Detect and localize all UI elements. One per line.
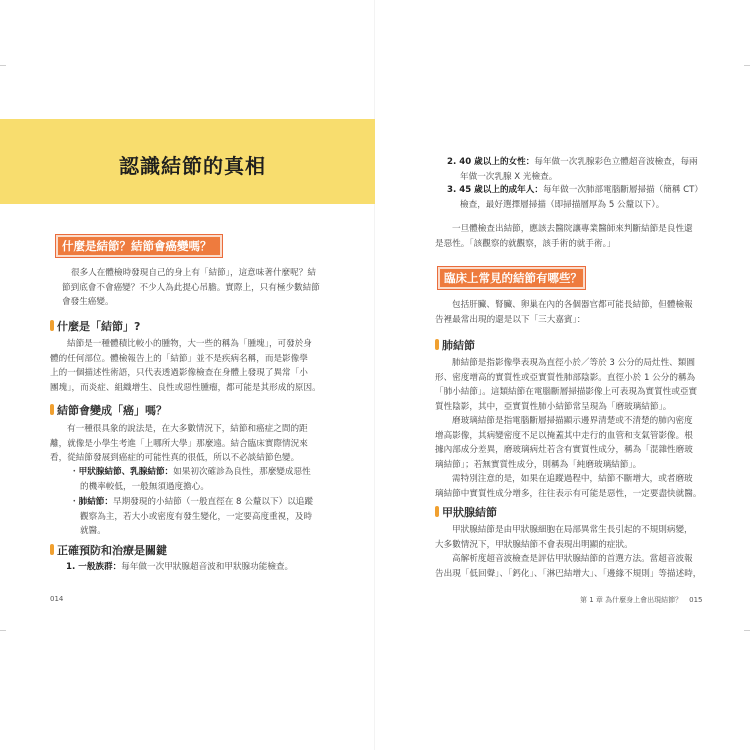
section-heading-common-nodules	[437, 266, 586, 290]
common-nodules-intro: 包括肝臟、腎臟、卵巢在內的各個器官都可能長結節，但體檢報 告裡最常出現的還是以下「三大嘉賓」：	[435, 300, 693, 325]
section-heading-label: 臨床上常見的結節有哪些？	[444, 271, 582, 285]
bullet-lung: ・肺結節：早期發現的小結節（一般直徑在 8 公釐以下）以追蹤 觀察為主，若大小或密度有發生變化，一定要高度重視，及時 就醫。	[70, 497, 313, 536]
page-number-left: 014	[50, 595, 64, 603]
list-item-women-over-40: 2. 40 歲以上的女性：每年做一次乳腺彩色立體超音波檢查，每兩 年做一次乳腺 X 光檢查。	[447, 157, 698, 182]
running-footer-right: 第 1 章 為什麼身上會出現結節？ 015	[580, 596, 703, 604]
subheading-lung-nodule: 肺結節	[435, 337, 475, 353]
lung-nodule-paragraph: 肺結節是指影像學表現為直徑小於／等於 3 公分的局灶性、類圓 形、密度增高的實質性或亞實質性肺部陰影。直徑小於 1 公分的稱為 「肺小結節」。這類結節在電腦斷層掃描影像上可表現為實質性或亞實 質性陰影，其中，亞實質性肺小結節常呈現為「磨玻璃結節」。 磨玻璃結節是指電腦斷層掃描顯示邊界清楚或不清楚的肺內密度 增高影像，其病變密度不足以掩蓋其中走行的血管和支氣管影像。根 據內部成分差異，磨玻璃病灶若含有實質性成分，稱為「混雜性磨玻 璃結節」；若無實質性成分，則稱為「純磨玻璃結節」。 需特別注意的是，如果在追蹤過程中，結節不斷增大，或者磨玻 璃結節中實質性成分增多，往往表示有可能是惡性，一定要盡快就醫。	[435, 358, 702, 499]
subheading-thyroid-nodule: 甲狀腺結節	[435, 504, 497, 520]
subheading-nodule-to-cancer: 結節會變成「癌」嗎？	[50, 402, 167, 418]
bullet-dot-icon	[50, 320, 54, 331]
subheading-what-is-nodule: 什麼是「結節」?	[50, 318, 140, 334]
cancer-risk-paragraph: 有一種很具象的說法是，在大多數情況下，結節和癌症之間的距 離，就像是小學生考進「上哪所大學」那麼遠。結合臨床實際情況來 看，從結節發展到癌症的可能性真的很低，所以不必談結節色變。	[50, 424, 308, 463]
bullet-dot-icon	[50, 544, 54, 555]
right-page	[375, 0, 750, 750]
section-heading-label: 什麼是結節？結節會癌變嗎？	[62, 239, 212, 253]
list-item-general-population: 1. 一般族群：每年做一次甲狀腺超音波和甲狀腺功能檢查。	[66, 562, 294, 572]
followup-paragraph: 一旦體檢查出結節，應該去醫院讓專業醫師來判斷結節是良性還 是惡性。「該觀察的就觀察，該手術的就手術。」	[435, 224, 693, 249]
intro-paragraph: 很多人在體檢時發現自己的身上有「結節」，這意味著什麼呢？結 節到底會不會癌變？不少人為此提心吊膽。實際上，只有極少數結節 會發生癌變。	[62, 268, 320, 307]
nodule-definition-paragraph: 結節是一種體積比較小的腫物，大一些的稱為「腫塊」，可發於身 體的任何部位。體檢報告上的「結節」並不是疾病名稱，而是影像學 上的一個描述性術語，只代表透過影像檢查在身體上發現了異常「小 團塊」，而炎症、組織增生、良性或惡性腫瘤，都可能是其形成的原因。	[50, 339, 321, 393]
chapter-title: 認識結節的真相	[119, 154, 266, 178]
section-heading-what-is-nodule	[55, 234, 223, 258]
subheading-prevention: 正確預防和治療是關鍵	[50, 542, 167, 558]
bullet-dot-icon	[435, 506, 439, 517]
list-item-adults-over-45: 3. 45 歲以上的成年人：每年做一次肺部電腦斷層掃描（簡稱 CT） 檢查，最好選擇層掃描（即掃描層厚為 5 公釐以下）。	[447, 185, 704, 210]
bullet-dot-icon	[50, 404, 54, 415]
bullet-thyroid-breast: ・甲狀腺結節、乳腺結節：如果初次確診為良性，那麼變成惡性 的機率較低，一般無須過度擔心。	[70, 467, 311, 492]
thyroid-nodule-paragraph: 甲狀腺結節是由甲狀腺細胞在局部異常生長引起的不規則病變， 大多數情況下，甲狀腺結節不會表現出明顯的症狀。 高解析度超音波檢查是評估甲狀腺結節的首選方法。當超音波報 告出現「低回聲」、「鈣化」、「淋巴結增大」、「邊緣不規則」等描述時，	[435, 525, 702, 579]
bullet-dot-icon	[435, 339, 439, 350]
